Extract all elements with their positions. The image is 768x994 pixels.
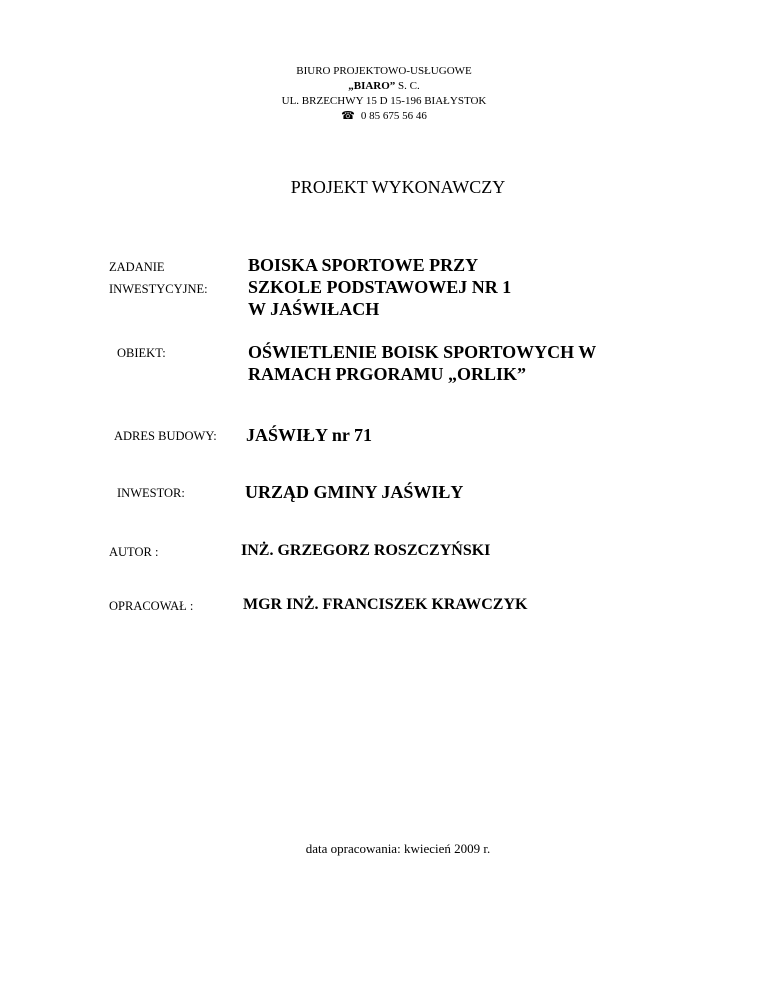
- inwestor-label: INWESTOR:: [117, 486, 185, 500]
- company-name-line: [0, 79, 768, 94]
- autor-value: INŻ. GRZEGORZ ROSZCZYŃSKI: [241, 542, 491, 559]
- company-phone-line: [0, 109, 768, 124]
- telephone-icon: ☎: [341, 110, 355, 122]
- company-header: [0, 64, 768, 124]
- opracowal-label: OPRACOWAŁ :: [109, 599, 194, 613]
- obiekt-value-line2: RAMACH PRGORAMU „ORLIK”: [248, 364, 526, 384]
- opracowal-value: MGR INŻ. FRANCISZEK KRAWCZYK: [243, 596, 528, 613]
- zadanie-value-line1: BOISKA SPORTOWE PRZY: [248, 255, 479, 275]
- adres-label: ADRES BUDOWY:: [114, 429, 217, 443]
- company-name: „BIARO”: [348, 80, 396, 92]
- zadanie-label-line1: ZADANIE: [109, 260, 165, 274]
- adres-value: JAŚWIŁY nr 71: [246, 425, 373, 445]
- inwestor-value: URZĄD GMINY JAŚWIŁY: [245, 482, 464, 502]
- document-title: PROJEKT WYKONAWCZY: [290, 177, 506, 197]
- company-type: BIURO PROJEKTOWO-USŁUGOWE: [296, 65, 472, 77]
- zadanie-value: [248, 254, 511, 320]
- obiekt-value: [248, 341, 596, 385]
- zadanie-label-line2: INWESTYCYJNE:: [109, 282, 208, 296]
- company-address: UL. BRZECHWY 15 D 15-196 BIAŁYSTOK: [281, 95, 487, 107]
- zadanie-value-line3: W JAŚWIŁACH: [248, 299, 380, 319]
- obiekt-label: OBIEKT:: [117, 346, 166, 360]
- obiekt-value-line1: OŚWIETLENIE BOISK SPORTOWYCH W: [248, 342, 597, 362]
- autor-label: AUTOR :: [109, 545, 159, 559]
- preparation-date: data opracowania: kwiecień 2009 r.: [305, 841, 491, 856]
- company-suffix: S. C.: [395, 80, 420, 92]
- zadanie-label: [109, 258, 208, 298]
- zadanie-value-line2: SZKOLE PODSTAWOWEJ NR 1: [248, 277, 512, 297]
- company-phone: 0 85 675 56 46: [360, 110, 427, 122]
